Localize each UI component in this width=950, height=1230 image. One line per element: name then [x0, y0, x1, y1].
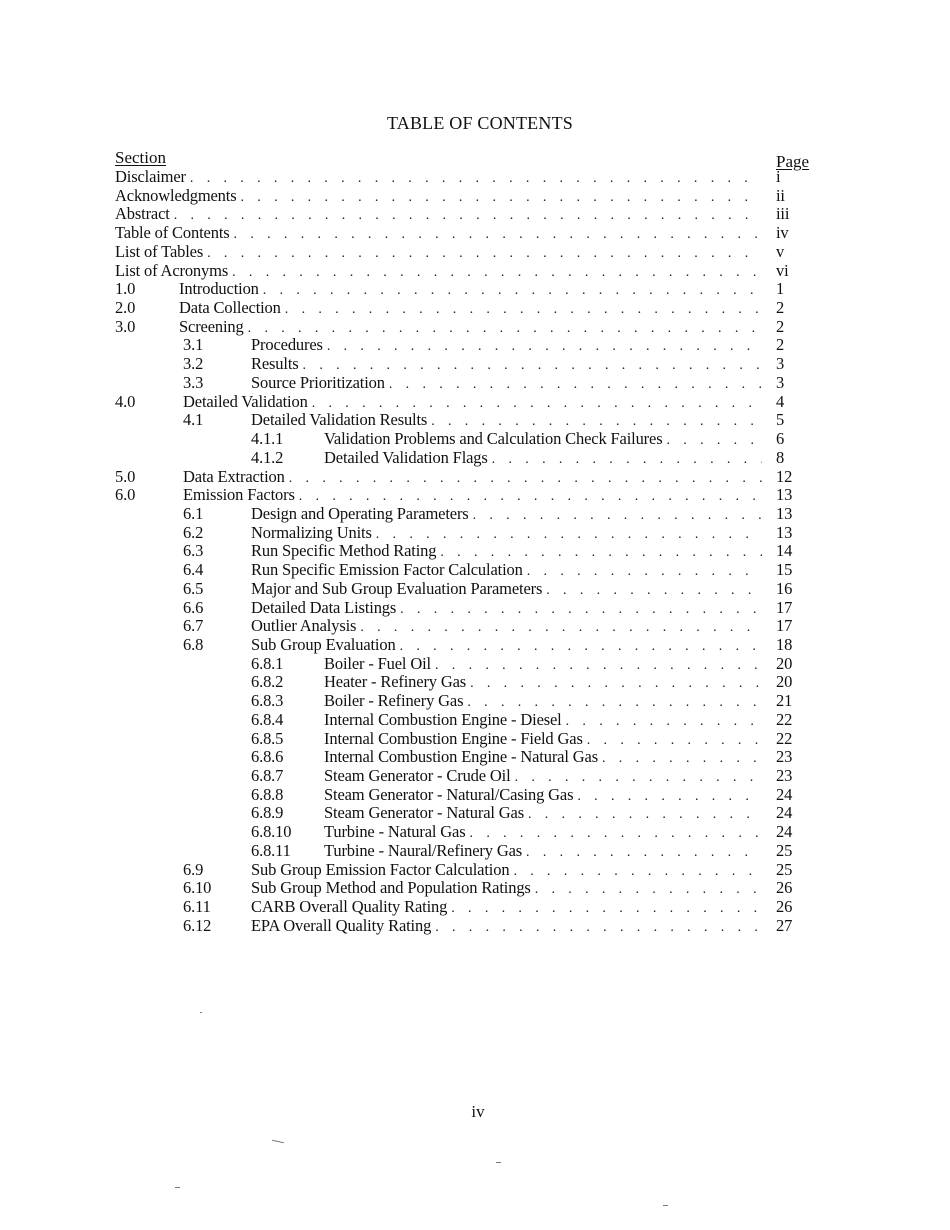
toc-entry-page: 2	[776, 298, 785, 318]
toc-entry-page: i	[776, 167, 781, 186]
toc-entry-number: 6.12	[183, 915, 212, 935]
toc-entry-page: 24	[776, 784, 793, 804]
toc-entry[interactable]	[0, 898, 950, 917]
toc-entry-label: Internal Combustion Engine - Diesel	[324, 711, 566, 730]
toc-entry-label: Turbine - Naural/Refinery Gas	[324, 842, 526, 861]
toc-entry-number: 6.8.7	[251, 766, 284, 785]
toc-entry-page: 12	[776, 466, 793, 486]
toc-entry-label: Abstract	[115, 205, 174, 224]
toc-entry[interactable]	[0, 861, 950, 880]
toc-entry-number: 3.1	[183, 335, 204, 355]
toc-entry[interactable]	[0, 524, 950, 543]
toc-entry-page: 24	[776, 822, 793, 842]
toc-entry-page: 17	[776, 616, 793, 636]
toc-entry[interactable]	[0, 168, 950, 187]
toc-entry-label: Emission Factors	[183, 486, 299, 505]
toc-entry-label: Design and Operating Parameters	[251, 505, 473, 524]
scan-speck	[200, 1012, 202, 1013]
toc-entry-page: 14	[776, 541, 793, 561]
toc-entry-label: Results	[251, 355, 303, 374]
toc-entry-page: 20	[776, 672, 793, 692]
toc-entry-page: 13	[776, 485, 793, 505]
toc-entry[interactable]	[0, 879, 950, 898]
toc-entry-label: Steam Generator - Natural/Casing Gas	[324, 786, 577, 805]
toc-entry-number: 3.0	[115, 316, 136, 336]
toc-entry-number: 6.8.10	[251, 822, 292, 842]
toc-entry-number: 6.8.8	[251, 784, 284, 804]
toc-entry-number: 6.8.2	[251, 672, 284, 692]
toc-entry[interactable]	[0, 430, 950, 449]
toc-entry-number: 1.0	[115, 279, 136, 299]
toc-entry-label: Turbine - Natural Gas	[324, 823, 470, 842]
toc-entry-number: 6.8.11	[251, 840, 291, 860]
toc-entry-page: 18	[776, 634, 793, 654]
toc-entry-label: Table of Contents	[115, 224, 234, 243]
toc-entry[interactable]	[0, 730, 950, 749]
toc-entry-label: Introduction	[179, 280, 263, 299]
toc-entry-page: v	[776, 241, 785, 261]
toc-entry-number: 4.1.1	[251, 429, 284, 449]
toc-entry-label: Normalizing Units	[251, 524, 376, 543]
toc-entry[interactable]	[0, 411, 950, 430]
toc-entry-page: 4	[776, 391, 785, 411]
toc-entry[interactable]	[0, 636, 950, 655]
toc-entry-page: 26	[776, 878, 793, 898]
toc-entry-label: Run Specific Method Rating	[251, 542, 440, 561]
toc-entry[interactable]	[0, 767, 950, 786]
toc-entry-number: 6.10	[183, 878, 212, 898]
toc-entry-label: Sub Group Evaluation	[251, 636, 400, 655]
toc-entry[interactable]	[0, 299, 950, 318]
toc-entry[interactable]	[0, 374, 950, 393]
toc-entry-page: 2	[776, 316, 785, 336]
toc-entry[interactable]	[0, 205, 950, 224]
toc-entry-label: Internal Combustion Engine - Field Gas	[324, 730, 587, 749]
toc-entry-label: Run Specific Emission Factor Calculation	[251, 561, 527, 580]
toc-entry-number: 6.11	[183, 897, 211, 917]
toc-entry-page: 13	[776, 503, 793, 523]
toc-entry-page: 23	[776, 766, 793, 785]
toc-entry-page: 15	[776, 560, 793, 580]
toc-entry-page: 25	[776, 840, 793, 860]
toc-entry[interactable]	[0, 262, 950, 281]
toc-entry-page: 16	[776, 578, 793, 598]
toc-entry-number: 6.7	[183, 616, 204, 636]
toc-entry-number: 5.0	[115, 466, 136, 486]
toc-entry-page: iii	[776, 204, 790, 224]
page-number: iv	[471, 1102, 485, 1121]
toc-entry[interactable]	[0, 336, 950, 355]
toc-entry-page: ii	[776, 185, 785, 205]
toc-entry[interactable]	[0, 617, 950, 636]
toc-entry-label: Heater - Refinery Gas	[324, 673, 470, 692]
toc-entry-label: Screening	[179, 318, 248, 337]
table-of-contents-list	[0, 168, 950, 935]
toc-entry-label: List of Acronyms	[115, 262, 232, 281]
toc-entry-page: 13	[776, 522, 793, 542]
toc-entry[interactable]	[0, 823, 950, 842]
toc-entry-page: 24	[776, 803, 793, 823]
toc-entry[interactable]	[0, 561, 950, 580]
toc-entry-label: Sub Group Method and Population Ratings	[251, 879, 535, 898]
toc-entry-page: iv	[776, 223, 789, 243]
toc-entry-number: 6.8.9	[251, 803, 284, 823]
scan-speck	[175, 1187, 180, 1188]
toc-entry-page: 3	[776, 372, 785, 392]
toc-entry-number: 2.0	[115, 298, 136, 318]
toc-entry[interactable]	[0, 486, 950, 505]
toc-entry[interactable]	[0, 599, 950, 618]
toc-entry-label: Boiler - Fuel Oil	[324, 655, 435, 674]
toc-entry-number: 3.3	[183, 372, 204, 392]
toc-entry[interactable]	[0, 692, 950, 711]
toc-entry-label: Major and Sub Group Evaluation Parameters	[251, 580, 546, 599]
toc-entry[interactable]	[0, 542, 950, 561]
toc-entry-number: 6.1	[183, 503, 204, 523]
toc-entry[interactable]	[0, 224, 950, 243]
toc-entry-label: Detailed Validation Results	[251, 411, 431, 430]
toc-entry-page: 20	[776, 653, 793, 673]
toc-entry-number: 6.3	[183, 541, 204, 561]
toc-entry-number: 6.0	[115, 485, 136, 505]
scan-speck	[496, 1162, 501, 1163]
scan-speck	[663, 1205, 668, 1206]
toc-entry-page: 27	[776, 915, 793, 935]
toc-entry-number: 6.9	[183, 859, 204, 879]
toc-entry-label: Detailed Validation	[183, 393, 312, 412]
toc-entry-label: Data Collection	[179, 299, 285, 318]
toc-entry[interactable]	[0, 842, 950, 861]
toc-entry-label: Detailed Validation Flags	[324, 449, 492, 468]
section-column-header: Section	[115, 148, 166, 167]
toc-entry[interactable]	[0, 449, 950, 468]
toc-entry[interactable]	[0, 243, 950, 262]
toc-entry-label: Source Prioritization	[251, 374, 389, 393]
toc-entry-page: 5	[776, 410, 785, 430]
toc-entry[interactable]	[0, 280, 950, 299]
toc-entry-number: 6.8.3	[251, 691, 284, 711]
toc-entry-page: 22	[776, 709, 793, 729]
toc-entry-number: 6.8.1	[251, 653, 284, 673]
toc-entry-number: 4.1	[183, 410, 204, 430]
toc-entry[interactable]	[0, 786, 950, 805]
toc-entry-page: vi	[776, 260, 789, 280]
toc-entry[interactable]	[0, 318, 950, 337]
toc-entry-page: 8	[776, 447, 785, 467]
toc-entry-page: 22	[776, 728, 793, 748]
toc-entry-number: 3.2	[183, 354, 204, 374]
toc-entry-label: Sub Group Emission Factor Calculation	[251, 861, 513, 880]
toc-entry-label: CARB Overall Quality Rating	[251, 898, 451, 917]
toc-entry-page: 17	[776, 597, 793, 617]
toc-entry-page: 21	[776, 691, 793, 711]
toc-entry-label: List of Tables	[115, 243, 207, 262]
toc-entry-label: Data Extraction	[183, 468, 289, 487]
toc-entry[interactable]	[0, 393, 950, 412]
toc-entry[interactable]	[0, 580, 950, 599]
toc-entry[interactable]	[0, 505, 950, 524]
toc-entry-number: 6.8.6	[251, 747, 284, 767]
toc-entry-label: Detailed Data Listings	[251, 599, 400, 618]
toc-entry[interactable]	[0, 355, 950, 374]
toc-entry-label: Validation Problems and Calculation Check Failures	[324, 430, 666, 449]
toc-entry[interactable]	[0, 655, 950, 674]
toc-entry-label: Outlier Analysis	[251, 617, 360, 636]
toc-entry[interactable]	[0, 917, 950, 936]
toc-entry-number: 6.8	[183, 634, 204, 654]
toc-entry[interactable]	[0, 748, 950, 767]
toc-entry[interactable]	[0, 711, 950, 730]
toc-entry[interactable]	[0, 468, 950, 487]
toc-entry-page: 25	[776, 859, 793, 879]
toc-entry-number: 6.6	[183, 597, 204, 617]
toc-entry-number: 6.8.5	[251, 728, 284, 748]
toc-entry-number: 6.5	[183, 578, 204, 598]
toc-entry[interactable]	[0, 673, 950, 692]
toc-entry-label: Acknowledgments	[115, 187, 240, 206]
toc-entry-page: 1	[776, 279, 785, 299]
toc-entry-number: 6.8.4	[251, 709, 284, 729]
toc-entry-number: 4.1.2	[251, 447, 284, 467]
toc-entry-label: Boiler - Refinery Gas	[324, 692, 467, 711]
toc-entry-page: 26	[776, 897, 793, 917]
toc-entry-label: Internal Combustion Engine - Natural Gas	[324, 748, 602, 767]
toc-entry-page: 2	[776, 335, 785, 355]
scan-speck	[272, 1140, 284, 1143]
toc-entry[interactable]	[0, 804, 950, 823]
toc-entry-number: 6.4	[183, 560, 204, 580]
page-column-header: Page	[776, 152, 810, 171]
toc-entry-number: 4.0	[115, 391, 136, 411]
toc-entry-number: 6.2	[183, 522, 204, 542]
toc-entry[interactable]	[0, 187, 950, 206]
toc-entry-page: 6	[776, 429, 785, 449]
toc-entry-label: Steam Generator - Crude Oil	[324, 767, 515, 786]
toc-entry-label: EPA Overall Quality Rating	[251, 917, 435, 936]
toc-entry-page: 3	[776, 354, 785, 374]
toc-entry-page: 23	[776, 747, 793, 767]
toc-entry-label: Procedures	[251, 336, 327, 355]
page-title: TABLE OF CONTENTS	[387, 113, 573, 133]
toc-entry-label: Steam Generator - Natural Gas	[324, 804, 528, 823]
dot-leader	[435, 919, 762, 938]
toc-entry-label: Disclaimer	[115, 168, 190, 187]
